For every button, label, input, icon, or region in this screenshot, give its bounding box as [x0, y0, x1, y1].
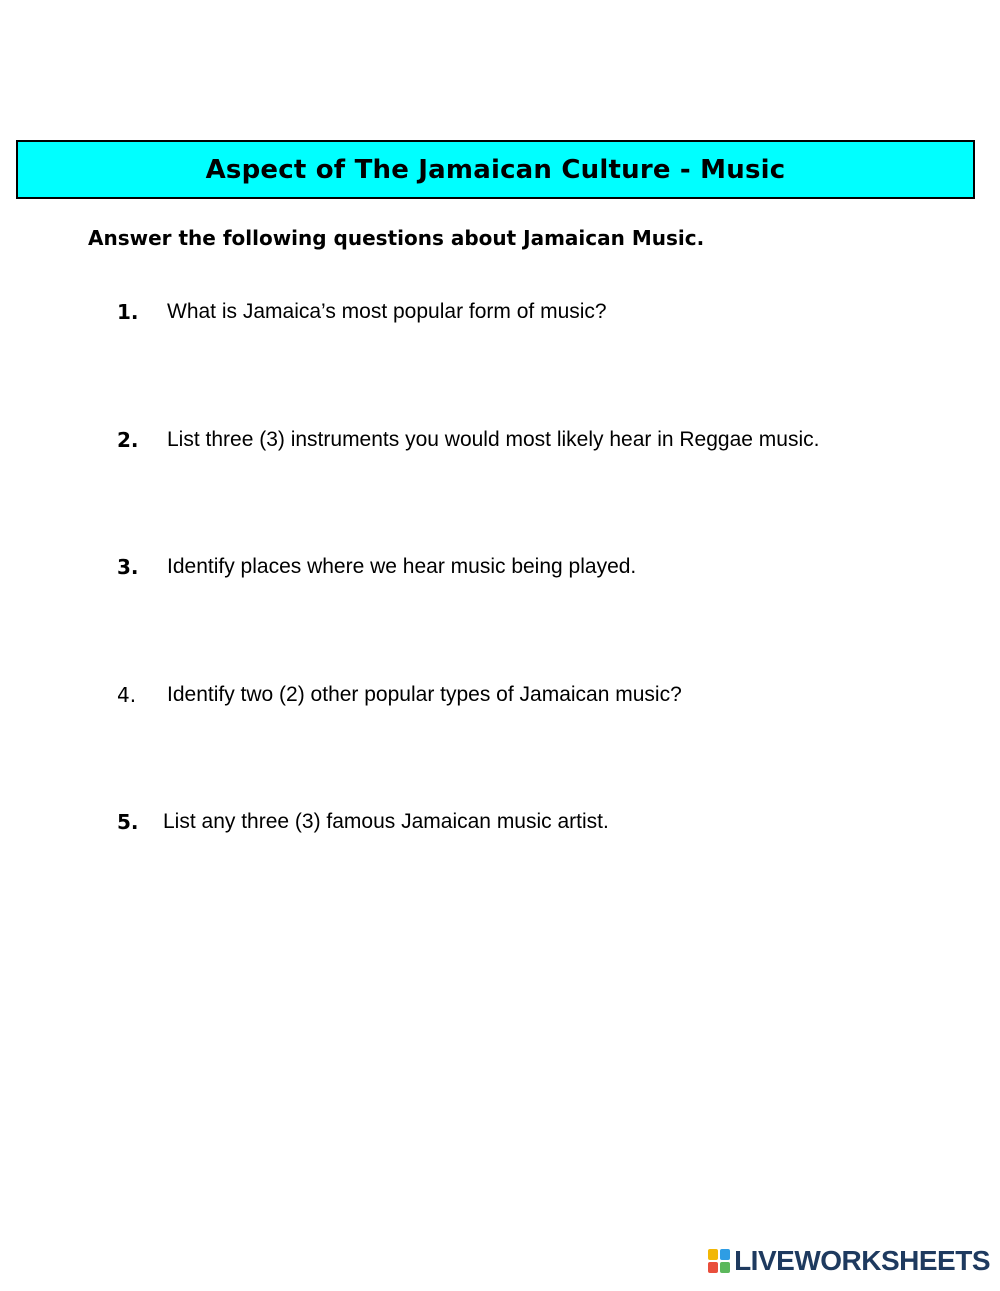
question-number: 5.: [117, 810, 139, 834]
liveworksheets-logo-icon: [708, 1249, 730, 1273]
question-text: What is Jamaica’s most popular form of music?: [167, 300, 607, 323]
question-text: Identify places where we hear music being played.: [167, 555, 637, 578]
page-title: Aspect of The Jamaican Culture - Music: [205, 154, 786, 185]
question-item: [117, 806, 609, 838]
question-item: [117, 551, 636, 583]
question-number: 3.: [117, 555, 139, 579]
question-item: [117, 679, 682, 711]
question-text: List any three (3) famous Jamaican music artist.: [163, 810, 609, 833]
title-banner: [16, 140, 975, 199]
question-item: [117, 296, 607, 328]
question-text: List three (3) instruments you would most likely hear in Reggae music.: [167, 428, 820, 451]
question-number: 1.: [117, 300, 139, 324]
liveworksheets-logo: [708, 1245, 990, 1277]
logo-text: LIVEWORKSHEETS: [734, 1245, 990, 1276]
question-number: 4.: [117, 683, 137, 707]
question-item: [117, 424, 819, 456]
instructions-text: Answer the following questions about Jamaican Music.: [88, 226, 705, 250]
question-number: 2.: [117, 428, 139, 452]
question-text: Identify two (2) other popular types of Jamaican music?: [167, 683, 682, 706]
